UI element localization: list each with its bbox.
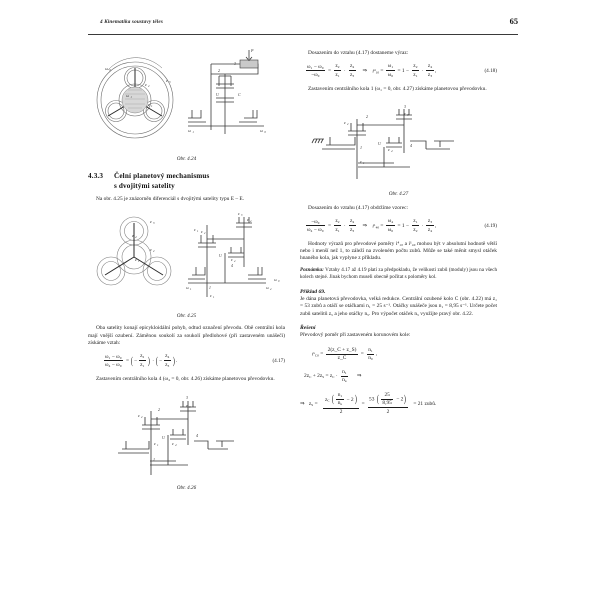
svg-text:4: 4: [231, 264, 233, 269]
svg-text:z: z: [150, 219, 152, 225]
figure-obr-4-27: [300, 101, 497, 197]
svg-text:z: z: [344, 119, 346, 125]
svg-text:ω: ω: [260, 128, 263, 133]
left-column: [88, 38, 285, 491]
eqc-f1-d: 2: [323, 408, 358, 416]
svg-text:U: U: [162, 435, 165, 440]
solution-label: Řešení: [300, 324, 316, 331]
svg-text:1: 1: [209, 286, 211, 291]
eq418-eq3: = 1 −: [397, 67, 409, 74]
svg-text:1: 1: [213, 296, 215, 300]
paragraph-r4: Hodnoty výrazů pro převodové poměry i⁴₁₀ a i¹₄₀ mohou být v absolutní hodnotě větší nebo i menší než 1, to záleží na zvoleném počtu zubů. Může se také měnit smysl otáček hnaného kola, jak vyplyne z příkladu.: [300, 240, 497, 262]
eq419-f5: [426, 218, 433, 233]
svg-text:4: 4: [391, 149, 393, 154]
svg-text:ω: ω: [186, 286, 189, 291]
paren-close-1: ): [148, 354, 151, 367]
svg-text:1: 1: [157, 443, 159, 448]
eq419-f5-d: $z_4$: [427, 226, 433, 233]
eq418-f3-d: $\omega_0$: [387, 71, 394, 78]
svg-text:0: 0: [264, 130, 266, 135]
svg-text:z: z: [135, 257, 137, 263]
right-column: [300, 38, 497, 422]
eqc-f2: [368, 392, 409, 414]
svg-text:z: z: [172, 441, 174, 446]
paragraph-r3: Dosazením do vztahu (4.17) obdržíme vzorec:: [308, 204, 408, 211]
eq419-dot2: ·: [421, 222, 424, 229]
eqa-f2-n: n₁: [368, 347, 373, 354]
svg-text:ω: ω: [188, 128, 191, 133]
eqa-f2-d: n₀: [368, 355, 373, 362]
svg-text:3: 3: [404, 103, 406, 109]
svg-text:2: 2: [366, 113, 368, 119]
eqc-arrow: ⇒: [300, 400, 305, 407]
svg-text:1: 1: [190, 288, 192, 292]
svg-text:4: 4: [270, 288, 272, 292]
running-head-title: 4 Kinematika soustavy těles: [100, 19, 163, 25]
eqc-inner-2-d: 8,95: [382, 400, 392, 407]
svg-text:4: 4: [234, 260, 236, 264]
equation-solution-a: [300, 347, 497, 361]
eqb-left: $2z_C + 2z_S = z_C$ ·: [304, 373, 338, 380]
equation-4-19: [300, 218, 497, 233]
equation-4-18-body: [300, 63, 497, 78]
eq418-f5-d: $z_3$: [427, 71, 433, 78]
eqc-result: = 21 zubů.: [413, 400, 437, 407]
eqc-f2-d: 2: [368, 407, 409, 415]
eq418-dot1: ·: [343, 67, 346, 74]
figure-caption-4-24: Obr. 4.24: [176, 156, 197, 162]
eqb-frac-n: $n_1$: [342, 368, 347, 375]
eqa-eq1: =: [320, 351, 324, 358]
note-paragraph: [300, 267, 497, 281]
svg-text:C: C: [238, 92, 241, 97]
figure-obr-4-24: [88, 46, 285, 162]
svg-text:3: 3: [241, 214, 243, 218]
eq418-arrow: ⇒: [362, 67, 368, 74]
svg-text:z: z: [138, 413, 140, 418]
eq417-lhs: [104, 354, 124, 368]
equation-4-17-tag: (4.17): [272, 358, 285, 365]
eq417-lhs-denominator: ω₄ − ω₀: [105, 361, 122, 368]
svg-text:z: z: [186, 403, 188, 408]
svg-text:1: 1: [138, 259, 140, 264]
equation-4-17: [88, 353, 285, 368]
eq418-lhs: [306, 64, 326, 78]
svg-text:ω: ω: [266, 286, 269, 291]
svg-text:z: z: [145, 82, 147, 87]
svg-text:z: z: [194, 228, 196, 233]
paragraph-intro: Na obr. 4.25 je znázorněn diferenciál s dvojitými satelity typu E – E.: [96, 196, 245, 203]
eq418-f3-n: $\omega_1$: [387, 63, 394, 70]
eq419-lhs-n: −ω₀: [311, 218, 320, 225]
svg-text:2: 2: [204, 232, 206, 236]
eqa-comma: ,: [375, 351, 378, 358]
eq419-dot1: ·: [343, 222, 346, 229]
svg-text:z: z: [231, 258, 233, 263]
svg-text:z: z: [210, 294, 212, 299]
eqc-paren-close-1: ): [354, 393, 357, 406]
eq418-lhs-d: −ω₀: [306, 70, 326, 78]
eq418-lhs-n: ω₁ − ω₀: [307, 63, 324, 70]
eqc-inner-1-n: $n_1$: [337, 391, 343, 398]
svg-text:1: 1: [151, 104, 153, 109]
example-text: Je dána planetová převodovka, velká redukce. Centrální ozubené kolo C (obr. 4.22) má z₁ = 53 zubů a otáčí se otáčkami n₁ = 25 s⁻¹. Otáčky unášeče jsou n₁ = 8,95 s⁻¹. Určete počet zubů satelitů z₅ a jeho otáčky n₅. Pro výpočet otáček n₅ využijte pravý obr. 4.22.: [300, 296, 497, 317]
equation-4-18-tag: (4.18): [484, 67, 497, 74]
figure-caption-4-27: Obr. 4.27: [388, 190, 409, 197]
equation-4-18: [300, 63, 497, 78]
svg-text:4: 4: [175, 443, 177, 448]
equation-4-19-body: [300, 218, 497, 233]
eqa-eq2: =: [360, 351, 364, 358]
svg-text:ω: ω: [105, 66, 108, 71]
paragraph-r1: Dosazením do vztahu (4.17) dostaneme výraz:: [308, 50, 409, 56]
obr-4-25-drawing: [88, 209, 285, 311]
figure-caption-4-26: Obr. 4.26: [176, 485, 197, 491]
eq418-f1: [334, 63, 341, 78]
eq418-f4-d: $z_1$: [413, 71, 418, 78]
equation-4-19-tag: (4.19): [484, 222, 497, 229]
eq418-f1-n: $z_2$: [335, 63, 340, 70]
eq419-f3-d: $\omega_0$: [387, 226, 394, 233]
eq418-f2: [349, 63, 356, 78]
eqb-frac-d: $n_u$: [342, 377, 347, 384]
eqc-paren-open-2: (: [376, 393, 379, 406]
eq419-eq1: =: [327, 222, 331, 229]
eq419-comma: ,: [435, 222, 437, 229]
eq417-rhs: (− $\frac{z_2}{z_1}$ ) · (− $\frac{z_4}{z_3}$ ).: [131, 353, 178, 368]
eqc-paren-open-1: (: [331, 393, 334, 406]
svg-text:2: 2: [218, 68, 220, 73]
obr-4-24-drawing: [88, 46, 285, 154]
eqc-f1-n: $z_C$ ( $\frac{n_1}{n_u}$ − 2): [324, 391, 357, 407]
eqc-lhs: $z_S$ =: [308, 400, 318, 407]
equation-solution-b-body: [300, 369, 497, 384]
eq417-equals: =: [125, 358, 129, 365]
eq419-lhs-d: ω₄ − ω₀: [307, 226, 324, 233]
eq418-eq1: =: [327, 67, 331, 74]
svg-text:0: 0: [109, 68, 111, 73]
equation-solution-c: [300, 392, 497, 415]
eqc-inner-1-d: $n_u$: [337, 400, 343, 407]
note-label: Poznámka:: [300, 267, 324, 274]
svg-text:3: 3: [169, 80, 171, 85]
svg-text:4: 4: [410, 142, 412, 148]
eq419-f3: [386, 218, 394, 233]
figure-caption-4-25: Obr. 4.25: [176, 313, 197, 320]
eq419-lhs: [306, 219, 326, 233]
svg-text:U: U: [378, 140, 381, 146]
eq419-ratio: $i^1_{40}$: [372, 222, 380, 230]
svg-text:1: 1: [363, 161, 365, 166]
section-number: 4.3.3: [88, 172, 104, 180]
svg-text:1: 1: [360, 144, 362, 150]
svg-text:z: z: [154, 441, 156, 446]
svg-text:z: z: [132, 233, 134, 239]
svg-text:1: 1: [197, 230, 199, 234]
svg-text:P: P: [251, 48, 254, 53]
eq418-eq2: =: [380, 67, 384, 74]
svg-text:z: z: [201, 230, 203, 235]
svg-text:2: 2: [347, 122, 349, 127]
svg-text:4: 4: [135, 235, 137, 240]
eqc-f1: [323, 392, 358, 415]
eq418-f1-d: $z_1$: [335, 71, 340, 78]
svg-text:z: z: [166, 78, 168, 83]
paragraph-body: Oba satelity konají epicykloidální pohyb, odtud označení převodu. Obě centrální kola mají vnější ozubení. Záměnou soukolí za soukolí předlohové (při zastaveném unášeči) získáme vztah:: [88, 325, 285, 347]
note-text: Vztahy 4.17 až 4.19 platí za předpokladu, že velikosti zubů (moduly) jsou na všech kolech stejné. Jinak bychom museli obecně počítat s poloměry kol.: [300, 267, 498, 281]
eq419-arrow: ⇒: [362, 222, 368, 229]
eqc-inner-2-n: 25: [384, 392, 390, 399]
eqa-sym: $i^s_{C0}$: [312, 351, 319, 358]
eq418-f5-n: $z_4$: [427, 63, 433, 70]
eq418-f4: [412, 63, 419, 78]
eq419-f2-d: $z_3$: [350, 226, 355, 233]
eq418-f4-n: $z_2$: [413, 63, 418, 70]
svg-text:z: z: [388, 146, 390, 152]
svg-text:3: 3: [186, 395, 188, 400]
paragraph-r2: Zastavením centrálního kola 1 (ω₁ = 0, obr. 4.27) získáme planetovou převodovku.: [308, 85, 487, 92]
equation-solution-a-body: [300, 347, 497, 361]
paren-close-2: ): [173, 354, 176, 367]
eq419-f5-n: $z_3$: [427, 218, 433, 225]
example-label: Příklad 69.: [300, 289, 326, 296]
paren-open-2: (: [156, 354, 159, 367]
obr-4-27-drawing: [300, 101, 497, 189]
eqa-f1: [326, 347, 358, 361]
eq418-f2-d: $z_3$: [350, 71, 355, 78]
figure-obr-4-26: [88, 391, 285, 491]
eq419-f2-n: $z_4$: [350, 218, 355, 225]
eq417-f2-n: $z_4$: [165, 353, 170, 360]
eq418-comma: ,: [435, 67, 437, 74]
svg-text:0: 0: [278, 280, 280, 284]
svg-text:2: 2: [153, 249, 155, 254]
svg-text:2: 2: [141, 415, 143, 420]
svg-text:z: z: [360, 158, 362, 164]
svg-text:ω: ω: [126, 93, 129, 98]
equation-solution-c-body: [300, 392, 497, 415]
svg-text:2: 2: [148, 84, 150, 89]
eq419-f3-n: $\omega_4$: [387, 218, 394, 225]
svg-text:2: 2: [158, 407, 160, 412]
eq419-f1-d: $z_1$: [335, 226, 340, 233]
svg-text:ω: ω: [274, 278, 277, 283]
svg-text:z: z: [247, 218, 249, 223]
svg-text:3: 3: [153, 221, 155, 226]
eq419-f4-d: $z_2$: [413, 226, 418, 233]
section-title-line2: s dvojitými satelity: [114, 181, 175, 190]
solution-text: Převodový poměr při zastaveném korunovém kole:: [300, 331, 411, 338]
eq417-lhs-numerator: ω₁ − ω₀: [105, 353, 122, 360]
svg-text:3: 3: [407, 113, 409, 118]
eq419-f4-n: $z_1$: [413, 218, 418, 225]
eq419-eq2: =: [380, 222, 384, 229]
eq418-ratio: $i^4_{10}$: [372, 67, 380, 75]
eq419-eq3: = 1 −: [397, 222, 409, 229]
eq418-f5: [426, 63, 433, 78]
eqc-paren-close-2: ): [404, 393, 407, 406]
svg-text:z: z: [148, 102, 150, 107]
equation-4-17-body: [88, 353, 285, 368]
eqa-f1-d: z_C: [326, 354, 358, 362]
running-head: [88, 18, 518, 35]
svg-text:z: z: [150, 247, 152, 253]
eqb-frac: [341, 369, 348, 384]
equation-solution-b: [300, 369, 497, 384]
eq418-dot2: ·: [421, 67, 424, 74]
svg-text:U: U: [216, 92, 219, 97]
eq417-f1-d: $z_1$: [140, 361, 145, 368]
svg-text:1: 1: [153, 457, 155, 462]
eqa-f1-n: 2(z_C + z_S): [327, 347, 357, 354]
paren-open-1: (: [131, 354, 134, 367]
svg-text:1: 1: [130, 95, 132, 100]
svg-text:3: 3: [189, 405, 191, 410]
section-heading-4-3-3: [88, 172, 285, 191]
eq417-f1-n: $z_2$: [140, 353, 145, 360]
section-title-line1: Čelní planetový mechanismus: [114, 172, 210, 180]
eq419-f1-n: $z_2$: [335, 218, 340, 225]
eq419-f2: [349, 218, 356, 233]
eq419-f1: [334, 218, 341, 233]
svg-text:z: z: [404, 110, 406, 116]
paragraph-after-eq-417: Zastavením centrálního kola 4 (ω₄ = 0, obr. 4.26) získáme planetovou převodovku.: [96, 375, 275, 382]
eq417-f2-d: $z_3$: [165, 361, 170, 368]
eq417-f1: [139, 353, 146, 368]
svg-text:U: U: [219, 254, 222, 259]
svg-text:1: 1: [192, 130, 194, 135]
svg-text:4: 4: [196, 433, 198, 438]
two-column-body: [88, 38, 518, 578]
eqb-arrow: ⇒: [356, 373, 362, 380]
svg-text:3: 3: [234, 61, 236, 66]
eqc-f2-n: 53 ( $\frac{25}{8,95}$ − 2): [369, 392, 407, 407]
eq419-f4: [412, 218, 419, 233]
eq417-f2: [164, 353, 171, 368]
eqc-inner-1: [336, 392, 343, 407]
eqa-f2: [367, 347, 378, 362]
figure-obr-4-25: [88, 209, 285, 319]
page-content-area: [88, 18, 518, 578]
eq418-f3: [386, 63, 394, 78]
svg-text:4: 4: [250, 220, 252, 224]
obr-4-26-drawing: [88, 391, 285, 483]
svg-text:z: z: [238, 212, 240, 217]
eqc-inner-2: [381, 392, 393, 406]
eqc-eq1: =: [361, 400, 365, 407]
eq418-f2-n: $z_4$: [350, 63, 355, 70]
page-number: 65: [509, 17, 518, 26]
